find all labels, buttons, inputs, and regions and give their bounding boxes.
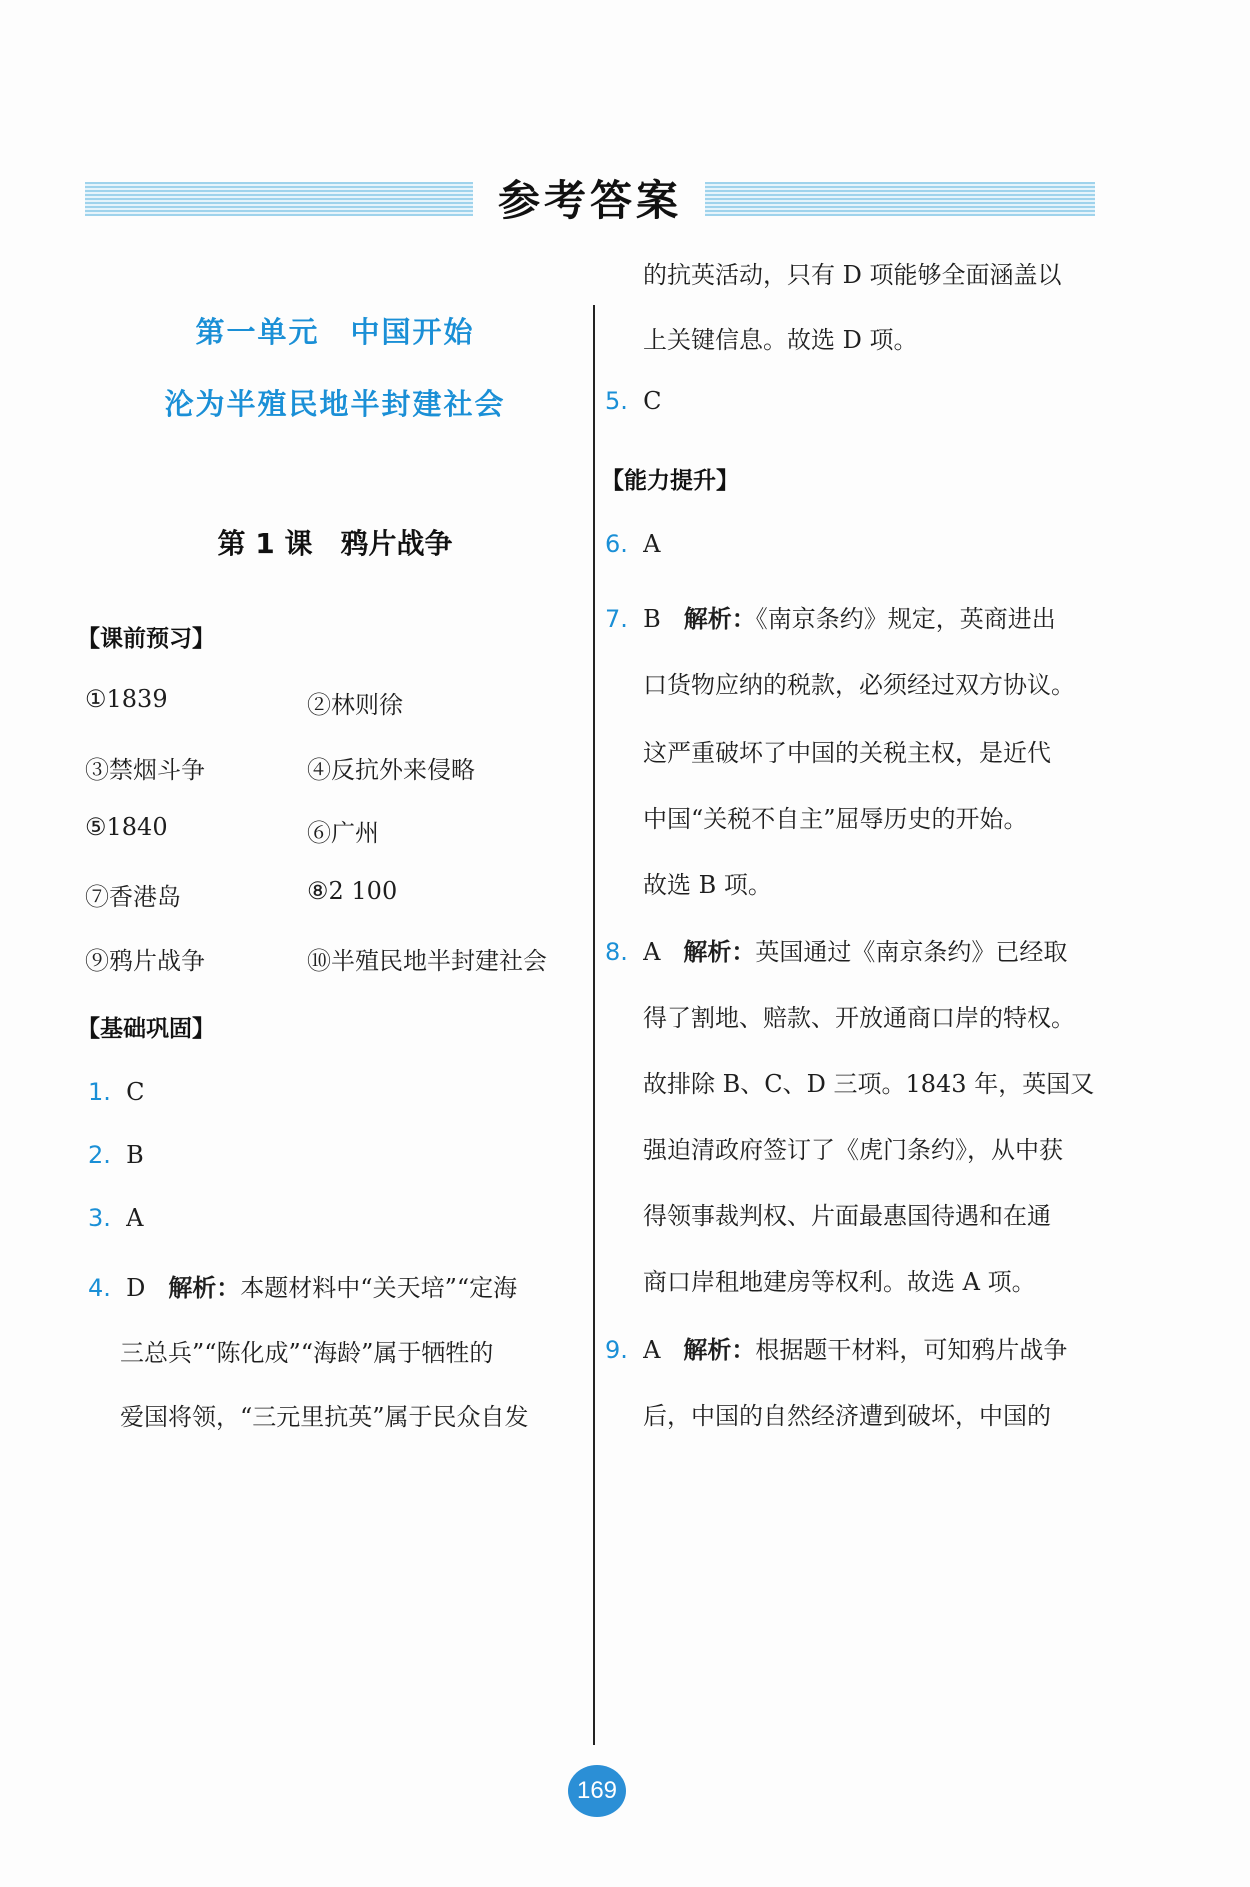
analysis-text: 英国通过《南京条约》已经取 bbox=[755, 938, 1068, 966]
preview-item: ⑤1840 bbox=[85, 813, 168, 841]
page-header bbox=[85, 168, 1095, 225]
question-number: 3. bbox=[88, 1204, 111, 1232]
answer-choice: C bbox=[643, 387, 662, 415]
unit-title-line1: 第一单元 中国开始 bbox=[195, 315, 475, 349]
analysis-text: 中国“关税不自主”屈辱历史的开始。 bbox=[643, 805, 1028, 833]
analysis-text: 强迫清政府签订了《虎门条约》，从中获 bbox=[643, 1136, 1063, 1164]
question-number: 5. bbox=[605, 387, 628, 415]
section-preview: 【课前预习】 bbox=[77, 626, 215, 652]
analysis-text: 故选 B 项。 bbox=[643, 871, 772, 899]
analysis-text: 商口岸租地建房等权利。故选 A 项。 bbox=[643, 1268, 1036, 1296]
preview-item: ①1839 bbox=[85, 685, 168, 713]
page-title: 参考答案 bbox=[497, 176, 682, 225]
answer-choice: A bbox=[643, 530, 661, 558]
analysis-text: 的抗英活动，只有 D 项能够全面涵盖以 bbox=[643, 261, 1062, 289]
analysis-text: 得了割地、赔款、开放通商口岸的特权。 bbox=[643, 1004, 1075, 1032]
analysis-text: 本题材料中“关天培”“定海 bbox=[240, 1274, 518, 1302]
answer-choice: A bbox=[126, 1204, 144, 1232]
preview-item: ⑨鸦片战争 bbox=[85, 947, 205, 975]
question-number: 9. bbox=[605, 1336, 628, 1364]
answer-choice: C bbox=[126, 1078, 145, 1106]
preview-item: ⑦香港岛 bbox=[85, 883, 181, 911]
preview-item: ③禁烟斗争 bbox=[85, 756, 205, 784]
analysis-label: 解析： bbox=[683, 938, 756, 966]
question-number: 2. bbox=[88, 1141, 111, 1169]
question-number: 8. bbox=[605, 938, 628, 966]
preview-item: ④反抗外来侵略 bbox=[307, 756, 475, 784]
answer-row bbox=[605, 599, 1056, 634]
preview-item: ⑥广州 bbox=[307, 819, 379, 847]
question-number: 1. bbox=[88, 1078, 111, 1106]
section-basic: 【基础巩固】 bbox=[77, 1016, 215, 1042]
header-stripe-right bbox=[705, 182, 1095, 216]
answer-row bbox=[605, 1330, 1067, 1365]
analysis-text: 口货物应纳的税款，必须经过双方协议。 bbox=[643, 671, 1075, 699]
page-number-badge: 169 bbox=[568, 1765, 626, 1817]
preview-item: ⑩半殖民地半封建社会 bbox=[307, 947, 547, 975]
analysis-text: 《南京条约》规定，英商进出 bbox=[755, 605, 1056, 633]
section-ability: 【能力提升】 bbox=[601, 468, 739, 494]
analysis-label: 解析： bbox=[168, 1274, 241, 1302]
answer-choice: D bbox=[126, 1274, 146, 1302]
answer-row bbox=[88, 1078, 145, 1106]
analysis-label: 解析： bbox=[683, 605, 756, 633]
answer-row bbox=[88, 1204, 144, 1232]
answer-row bbox=[88, 1141, 144, 1169]
lesson-title: 第 1 课 鸦片战争 bbox=[217, 527, 453, 560]
analysis-text: 这严重破坏了中国的关税主权，是近代 bbox=[643, 739, 1051, 767]
preview-item: ⑧2 100 bbox=[307, 877, 398, 905]
analysis-text: 爱国将领，“三元里抗英”属于民众自发 bbox=[120, 1403, 529, 1431]
question-number: 4. bbox=[88, 1274, 111, 1302]
answer-row bbox=[605, 932, 1067, 967]
answer-choice: B bbox=[643, 605, 661, 633]
answer-choice: A bbox=[643, 1336, 661, 1364]
question-number: 7. bbox=[605, 605, 628, 633]
answer-choice: B bbox=[126, 1141, 144, 1169]
answer-row bbox=[605, 387, 662, 415]
analysis-text: 后，中国的自然经济遭到破坏，中国的 bbox=[643, 1402, 1051, 1430]
analysis-text: 上关键信息。故选 D 项。 bbox=[643, 326, 918, 354]
analysis-text: 得领事裁判权、片面最惠国待遇和在通 bbox=[643, 1202, 1051, 1230]
analysis-text: 根据题干材料，可知鸦片战争 bbox=[755, 1336, 1068, 1364]
unit-title-line2: 沦为半殖民地半封建社会 bbox=[164, 387, 506, 421]
analysis-label: 解析： bbox=[683, 1336, 756, 1364]
preview-item: ②林则徐 bbox=[307, 691, 403, 719]
header-stripe-left bbox=[85, 182, 473, 216]
column-divider bbox=[593, 305, 595, 1745]
question-number: 6. bbox=[605, 530, 628, 558]
answer-row bbox=[605, 530, 661, 558]
answer-choice: A bbox=[643, 938, 661, 966]
answer-row bbox=[88, 1268, 517, 1303]
analysis-text: 故排除 B、C、D 三项。1843 年，英国又 bbox=[643, 1070, 1095, 1098]
analysis-text: 三总兵”“陈化成”“海龄”属于牺牲的 bbox=[120, 1339, 494, 1367]
